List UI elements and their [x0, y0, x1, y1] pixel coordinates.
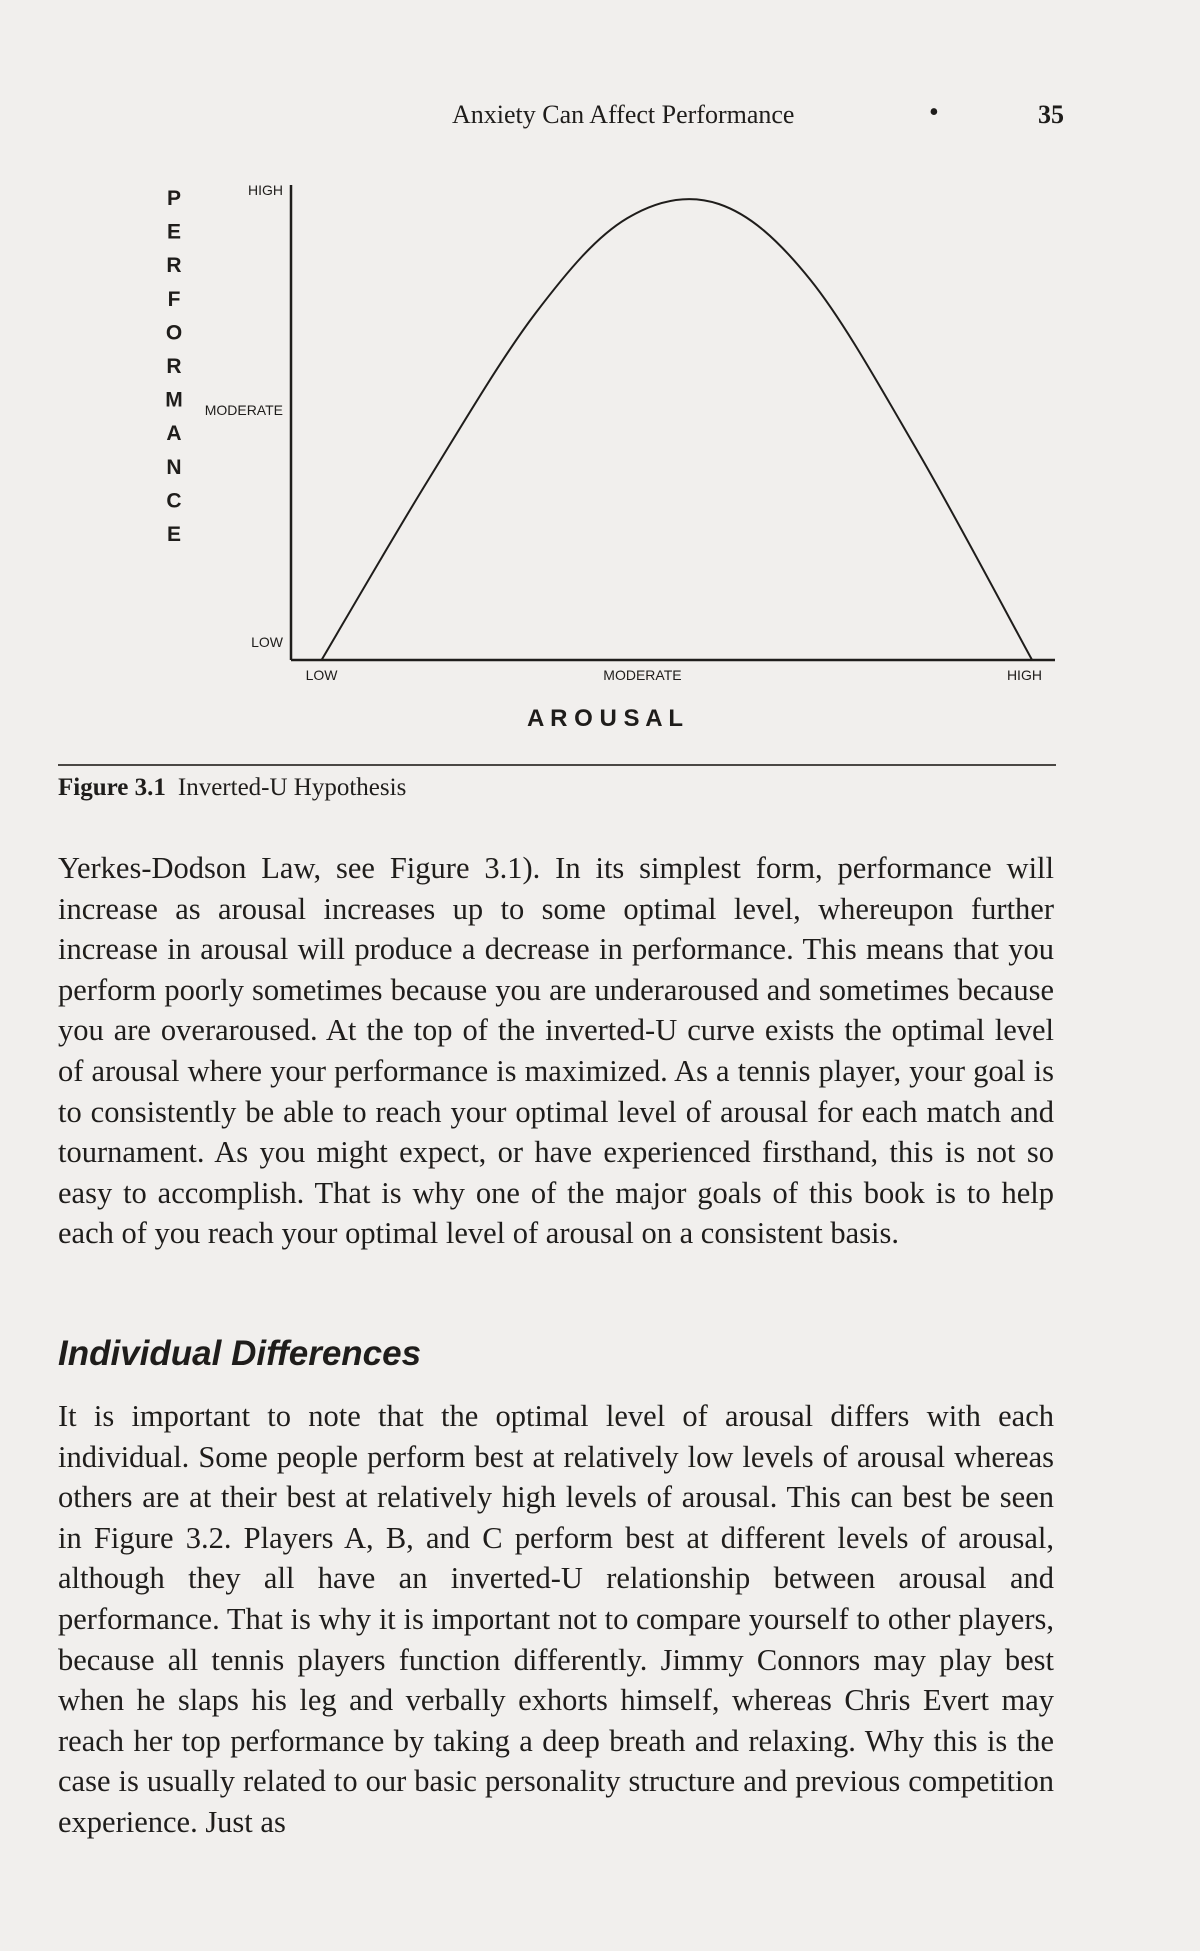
y-tick-label-moderate: MODERATE [204, 402, 283, 418]
figure-caption [58, 774, 406, 802]
y-axis-title-letter: O [165, 321, 183, 345]
y-tick-label-high: HIGH [248, 182, 283, 198]
y-axis-title-letter: M [165, 388, 183, 412]
y-axis-title-letter: E [166, 220, 182, 244]
running-head-bullet: • [929, 97, 939, 128]
y-axis-title-letter: C [166, 489, 182, 513]
y-axis-title-letter: R [166, 254, 182, 278]
figure-caption-text: Inverted-U Hypothesis [177, 774, 407, 801]
y-axis-title-letter: F [167, 287, 181, 311]
x-tick-label-high: HIGH [1006, 667, 1042, 683]
y-axis-title-letter: P [166, 187, 182, 210]
y-axis-title-letter: N [166, 455, 182, 479]
figure-3-1 [0, 0, 1200, 810]
section-heading: Individual Differences [58, 1334, 422, 1373]
inverted-u-chart [0, 0, 1200, 810]
paragraph-yerkes-dodson: Yerkes-Dodson Law, see Figure 3.1). In its simplest form, performance will increase as arousal increases up to some optimal level, whereupon further increase in arousal will produce a decrease in performance. This means that you perform poorly sometimes because you are underaroused and sometimes because you are overaroused. At the top of the inverted-U curve exists the optimal level of arousal where your performance is maximized. As a tennis player, your goal is to consistently be able to reach your optimal level of arousal for each match and tournament. As you might expect, or have experienced firsthand, this is not so easy to accomplish. That is why one of the major goals of this book is to help each of you reach your optimal level of arousal on a consistent basis. [58, 851, 1054, 1251]
running-head-title: Anxiety Can Affect Performance [452, 100, 795, 129]
page-number: 35 [1038, 100, 1064, 129]
y-axis-title-letter: E [166, 523, 182, 546]
inverted-u-curve [322, 199, 1033, 660]
x-axis-title: A R O U S A L [527, 705, 683, 732]
figure-label: Figure 3.1 [58, 774, 166, 801]
y-axis-title-letter: R [166, 355, 182, 378]
figure-rule [58, 764, 1056, 766]
y-tick-label-low: LOW [251, 634, 283, 650]
x-tick-label-moderate: MODERATE [603, 667, 682, 683]
paragraph-individual-differences: It is important to note that the optimal level of arousal differs with each individual. Some people perform best at relatively low levels of arousal whereas others are at their best at relatively high levels of arousal. This can best be seen in Figure 3.2. Players A, B, and C perform best at different levels of arousal, although they all have an inverted-U relationship between arousal and performance. That is why it is important not to compare yourself to other players, because all tennis players function differently. Jimmy Connors may play best when he slaps his leg and verbally exhorts himself, whereas Chris Evert may reach her top performance by taking a deep breath and relaxing. Why this is the case is usually related to our basic personality structure and previous competition experience. Just as [58, 1399, 1054, 1839]
y-axis-title-letter: A [166, 422, 182, 446]
x-tick-label-low: LOW [305, 667, 338, 683]
